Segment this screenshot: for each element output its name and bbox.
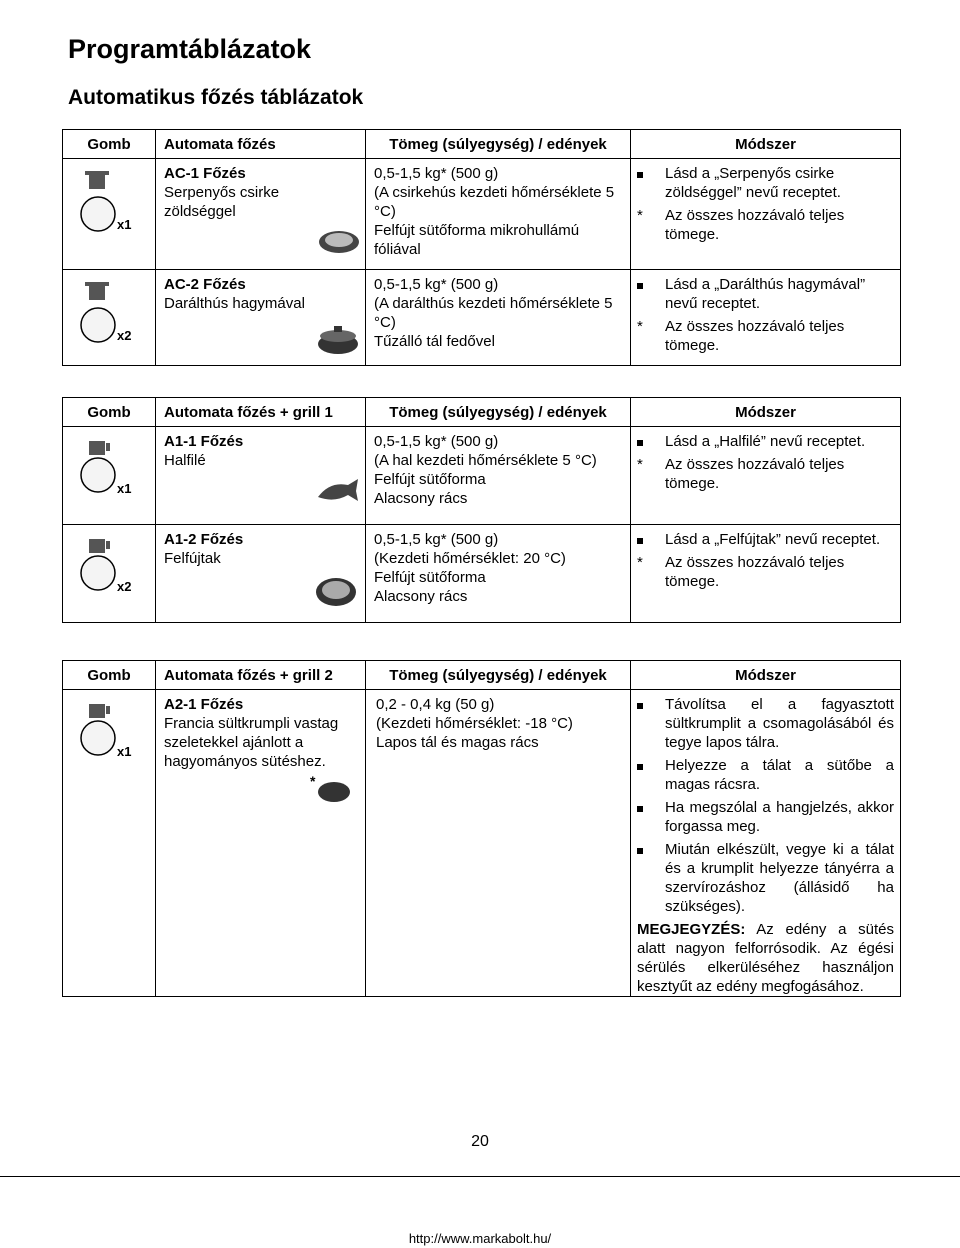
multiplier-label: x1	[117, 217, 132, 232]
weight-line: Lapos tál és magas rács	[376, 734, 539, 751]
header-gomb: Gomb	[63, 130, 156, 159]
weight-line: (A darálthús kezdeti hőmérséklete 5 °C)	[374, 295, 613, 331]
table-header-row	[63, 398, 901, 427]
method-text: Ha megszólal a hangjelzés, akkor forgassa meg.	[665, 799, 894, 835]
note-text: Az edény a sütés alatt nagyon felforrósodik. Az égési sérülés elkerüléséhez használjon kesztyűt az edény megfogásához.	[637, 921, 894, 995]
button-icon	[79, 433, 149, 518]
header-weight: Tömeg (súlyegység) / edények	[366, 130, 631, 159]
header-program: Automata főzés	[156, 130, 366, 159]
header-program: Automata főzés + grill 1	[156, 398, 366, 427]
program-table-1	[62, 129, 901, 366]
section-subtitle: Automatikus főzés táblázatok	[68, 86, 364, 109]
program-desc: Darálthús hagymával	[164, 295, 305, 312]
table-header-row	[63, 661, 901, 690]
fish-icon	[314, 475, 360, 505]
weight-line: (A hal kezdeti hőmérséklete 5 °C)	[374, 452, 597, 469]
header-method: Módszer	[631, 130, 901, 159]
weight-line: 0,5-1,5 kg* (500 g)	[374, 433, 499, 450]
casserole-icon	[314, 322, 362, 358]
weight-line: Felfújt sütőforma	[374, 569, 486, 586]
method-text: Lásd a „Serpenyős csirke zöldséggel” nevű receptet.	[665, 165, 841, 201]
page-title: Programtáblázatok	[68, 34, 312, 64]
header-gomb: Gomb	[63, 398, 156, 427]
header-gomb: Gomb	[63, 661, 156, 690]
program-name: A1-1 Főzés	[164, 433, 244, 450]
program-name: AC-1 Főzés	[164, 165, 246, 182]
method-text: Távolítsa el a fagyasztott sültkrumplit a csomagolásából és tegye lapos tálra.	[665, 696, 894, 751]
method-text: Az összes hozzávaló teljes tömege.	[665, 554, 845, 590]
footer-divider	[0, 1176, 960, 1177]
button-icon	[79, 531, 149, 616]
program-desc: Serpenyős csirke	[164, 184, 280, 201]
button-icon	[79, 276, 149, 361]
method-text: Lásd a „Halfilé” nevű receptet.	[665, 433, 866, 450]
button-icon	[79, 165, 149, 250]
table-row: x2 AC-2 Főzés Darálthús hagymával 0,5-1,5 kg* (500 g) (A darálthús kezdeti hőmérséklete 5 °C) Tűzálló tál fedővel Lásd a „Darálthús hagymával” nevű receptet. * Az összes hozzávaló teljes tömege.	[63, 270, 901, 366]
button-icon	[79, 696, 149, 781]
program-table-2	[62, 397, 901, 623]
weight-line: 0,2 - 0,4 kg (50 g)	[376, 696, 495, 713]
table-row: x1 A1-1 Főzés Halfilé 0,5-1,5 kg* (500 g) (A hal kezdeti hőmérséklete 5 °C) Felfújt sütőforma Alacsony rács Lásd a „Halfilé” nevű receptet. * Az összes hozzávaló teljes tömege.	[63, 427, 901, 525]
multiplier-label: x1	[117, 481, 132, 496]
note	[637, 920, 894, 996]
method-text: Lásd a „Felfújtak” nevű receptet.	[665, 531, 881, 548]
header-weight: Tömeg (súlyegység) / edények	[366, 398, 631, 427]
method-text: Az összes hozzávaló teljes tömege.	[665, 207, 845, 243]
weight-line: 0,5-1,5 kg* (500 g)	[374, 165, 499, 182]
table-header-row	[63, 130, 901, 159]
method-text: Az összes hozzávaló teljes tömege.	[665, 456, 845, 492]
program-desc: Francia sültkrumpli vastag szeletekkel ajánlott a hagyományos sütéshez.	[164, 715, 339, 770]
fries-dish-icon	[308, 772, 354, 806]
weight-line: (Kezdeti hőmérséklet: 20 °C)	[374, 550, 566, 567]
weight-line: Felfújt sütőforma	[374, 471, 486, 488]
svg-text:*: *	[310, 773, 316, 789]
program-name: A2-1 Főzés	[164, 696, 244, 713]
header-method: Módszer	[631, 661, 901, 690]
weight-line: Felfújt sütőforma mikrohullámú fóliával	[374, 222, 580, 258]
footer-url[interactable]: http://www.markabolt.hu/	[408, 1231, 552, 1246]
note-label: MEGJEGYZÉS:	[637, 921, 746, 938]
header-method: Módszer	[631, 398, 901, 427]
table-row: x2 A1-2 Főzés Felfújtak 0,5-1,5 kg* (500 g) (Kezdeti hőmérséklet: 20 °C) Felfújt sütőforma Alacsony rács Lásd a „Felfújtak” nevű receptet. * Az összes hozzávaló teljes tömege.	[63, 525, 901, 623]
program-name: AC-2 Főzés	[164, 276, 246, 293]
weight-line: Tűzálló tál fedővel	[374, 333, 495, 350]
program-desc: Felfújtak	[164, 550, 221, 567]
multiplier-label: x1	[117, 744, 132, 759]
program-table-3	[62, 660, 901, 997]
weight-line: Alacsony rács	[374, 490, 468, 507]
method-text: Miután elkészült, vegye ki a tálat és a krumplit helyezze tányérra a szervírozáshoz (állásidő ha szükséges).	[665, 841, 894, 915]
method-text: Lásd a „Darálthús hagymával” nevű receptet.	[665, 276, 866, 312]
program-desc: zöldséggel	[164, 203, 236, 220]
method-text: Helyezze a tálat a sütőbe a magas rácsra.	[665, 757, 894, 793]
weight-line: Alacsony rács	[374, 588, 468, 605]
weight-line: (A csirkehús kezdeti hőmérséklete 5 °C)	[374, 184, 615, 220]
program-desc: Halfilé	[164, 452, 206, 469]
dish-icon	[316, 227, 362, 257]
weight-line: 0,5-1,5 kg* (500 g)	[374, 531, 499, 548]
page-number: 20	[471, 1133, 489, 1150]
weight-line: 0,5-1,5 kg* (500 g)	[374, 276, 499, 293]
program-name: A1-2 Főzés	[164, 531, 244, 548]
header-weight: Tömeg (súlyegység) / edények	[366, 661, 631, 690]
table-row: x1 AC-1 Főzés Serpenyős csirke zöldséggel 0,5-1,5 kg* (500 g) (A csirkehús kezdeti hőmérséklete 5 °C) Felfújt sütőforma mikrohullámú fóliával Lásd a „Serpenyős csirke zöldséggel” nevű receptet. * Az összes hozzávaló teljes tömege.	[63, 159, 901, 270]
multiplier-label: x2	[117, 328, 132, 343]
weight-line: (Kezdeti hőmérséklet: -18 °C)	[376, 715, 573, 732]
souffle-dish-icon	[314, 575, 358, 609]
multiplier-label: x2	[117, 579, 132, 594]
method-text: Az összes hozzávaló teljes tömege.	[665, 318, 845, 354]
table-row	[63, 690, 901, 997]
header-program: Automata főzés + grill 2	[156, 661, 366, 690]
